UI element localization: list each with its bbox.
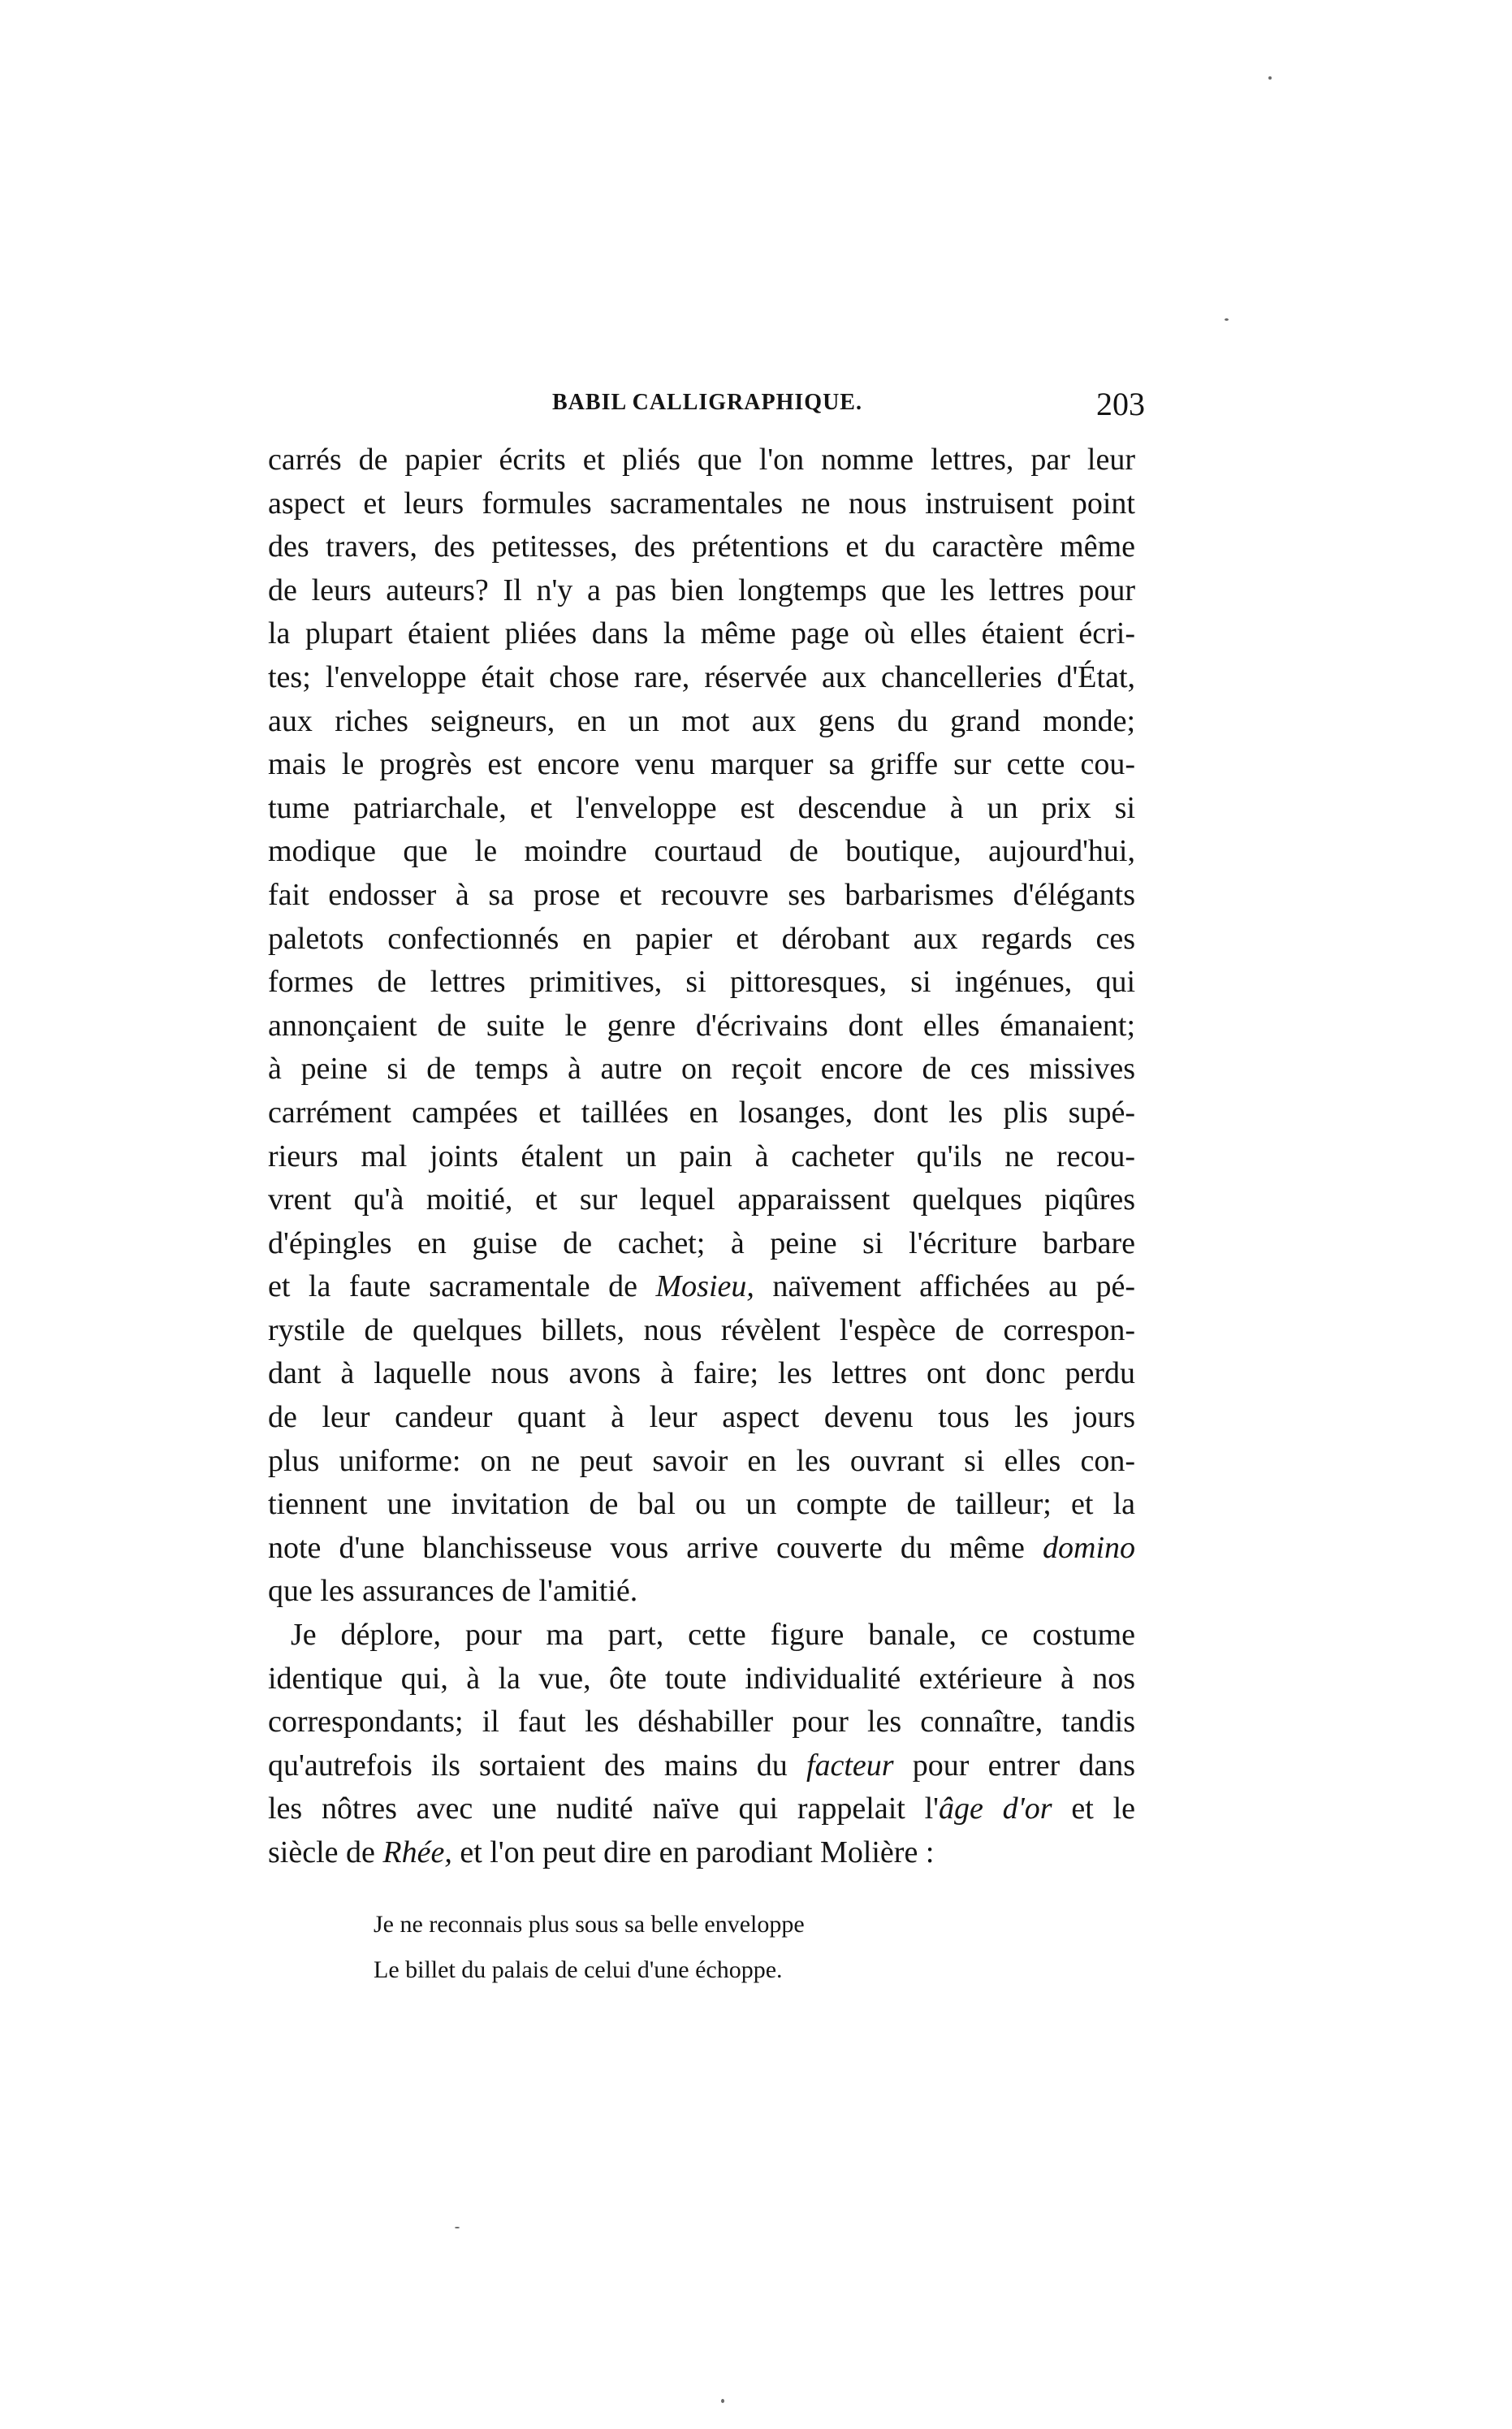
- text-line: identique qui, à la vue, ôte toute individualité extérieure à nos: [268, 1661, 1135, 1696]
- verse-quote: [374, 1902, 1023, 1993]
- text-line: tes; l'enveloppe était chose rare, réservée aux chancelleries d'État,: [268, 659, 1135, 694]
- text-line: de leur candeur quant à leur aspect devenu tous les jours: [268, 1400, 1135, 1435]
- text-line: rystile de quelques billets, nous révèlent l'espèce de correspon-: [268, 1312, 1135, 1347]
- text-line: annonçaient de suite le genre d'écrivains dont elles émanaient;: [268, 1008, 1135, 1043]
- text-line: carrés de papier écrits et pliés que l'on nomme lettres, par leur: [268, 443, 1135, 477]
- text-segment: et la faute sacramentale de: [268, 1269, 656, 1304]
- text-line: de leurs auteurs? Il n'y a pas bien longtemps que les lettres pour: [268, 573, 1135, 607]
- text-line: tiennent une invitation de bal ou un compte de tailleur; et la: [268, 1487, 1135, 1522]
- text-line: vrent qu'à moitié, et sur lequel apparaissent quelques piqûres: [268, 1182, 1135, 1217]
- text-line: plus uniforme: on ne peut savoir en les ouvrant si elles con-: [268, 1443, 1135, 1478]
- verse-line: Le billet du palais de celui d'une échoppe.: [374, 1956, 783, 1983]
- italic-word: domino: [1043, 1530, 1135, 1565]
- text-line: formes de lettres primitives, si pittoresques, si ingénues, qui: [268, 965, 1135, 1000]
- scan-speck: [721, 2399, 724, 2403]
- italic-word: Rhée,: [382, 1835, 452, 1869]
- text-segment: note d'une blanchisseuse vous arrive couverte du même: [268, 1530, 1043, 1565]
- body-text: [268, 439, 1135, 1875]
- scan-speck: [1225, 318, 1229, 321]
- text-segment: et le: [1052, 1791, 1135, 1826]
- text-line: paletots confectionnés en papier et dérobant aux regards ces: [268, 921, 1135, 956]
- text-line: tume patriarchale, et l'enveloppe est descendue à un prix si: [268, 790, 1135, 825]
- text-line: correspondants; il faut les déshabiller pour les connaître, tandis: [268, 1705, 1135, 1740]
- text-line: [268, 1265, 1135, 1309]
- text-line: la plupart étaient pliées dans la même page où elles étaient écri-: [268, 616, 1135, 651]
- text-line: mais le progrès est encore venu marquer sa griffe sur cette cou-: [268, 747, 1135, 782]
- text-line: Je déplore, pour ma part, cette figure banale, ce costume: [291, 1618, 1135, 1653]
- text-line: fait endosser à sa prose et recouvre ses barbarismes d'élégants: [268, 877, 1135, 912]
- text-line: aux riches seigneurs, en un mot aux gens du grand monde;: [268, 703, 1135, 738]
- text-line: [268, 1527, 1135, 1571]
- text-segment: et l'on peut dire en parodiant Molière :: [451, 1835, 935, 1869]
- text-line: rieurs mal joints étalent un pain à cacheter qu'ils ne recou-: [268, 1139, 1135, 1173]
- text-line: [268, 1744, 1135, 1788]
- text-line: d'épingles en guise de cachet; à peine si l'écriture barbare: [268, 1225, 1135, 1260]
- text-line: que les assurances de l'amitié.: [268, 1574, 638, 1609]
- text-line: [268, 1787, 1135, 1831]
- text-line: dant à laquelle nous avons à faire; les lettres ont donc perdu: [268, 1356, 1135, 1391]
- page-number: 203: [1096, 386, 1145, 422]
- scan-speck: [1268, 76, 1272, 80]
- scan-speck: [455, 2227, 460, 2228]
- text-segment: qu'autrefois ils sortaient des mains du: [268, 1748, 806, 1783]
- verse-line: Je ne reconnais plus sous sa belle enveloppe: [374, 1911, 805, 1938]
- text-line: à peine si de temps à autre on reçoit encore de ces missives: [268, 1052, 1135, 1087]
- text-segment: pour entrer dans: [893, 1748, 1135, 1783]
- text-line: [268, 1831, 1135, 1875]
- text-line: aspect et leurs formules sacramentales ne nous instruisent point: [268, 486, 1135, 521]
- italic-word: Mosieu,: [655, 1269, 754, 1304]
- text-line: carrément campées et taillées en losanges, dont les plis supé-: [268, 1095, 1135, 1130]
- text-line: des travers, des petitesses, des prétentions et du caractère même: [268, 529, 1135, 564]
- italic-word: facteur: [806, 1748, 894, 1783]
- running-title: BABIL CALLIGRAPHIQUE.: [552, 390, 862, 415]
- text-line: modique que le moindre courtaud de boutique, aujourd'hui,: [268, 834, 1135, 869]
- italic-word: âge d'or: [939, 1791, 1052, 1826]
- text-segment: siècle de: [268, 1835, 383, 1869]
- text-segment: naïvement affichées au pé-: [754, 1269, 1135, 1304]
- text-segment: les nôtres avec une nudité naïve qui rappelait l': [268, 1791, 939, 1826]
